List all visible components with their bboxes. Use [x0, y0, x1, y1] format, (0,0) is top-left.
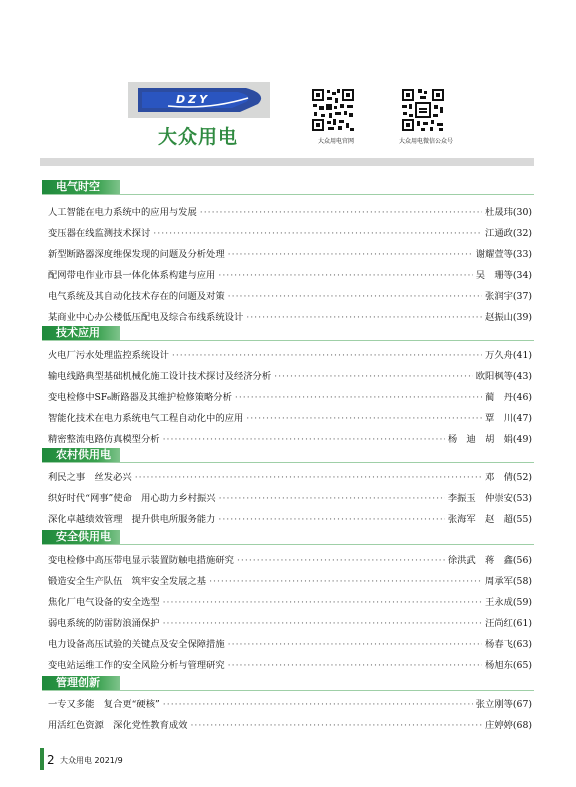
qr-code-website [310, 87, 356, 133]
dot-leader [218, 512, 444, 527]
section-title: 安全供用电 [42, 530, 120, 544]
dot-leader [228, 658, 482, 673]
dot-leader [228, 247, 473, 262]
entry-title: 配网带电作业市县一体化体系构建与应用 [48, 270, 216, 281]
section-divider [42, 194, 534, 195]
dot-leader [163, 595, 482, 610]
entry-author-page: 周承军(58) [485, 576, 532, 587]
entry-title: 人工智能在电力系统中的应用与发展 [48, 207, 197, 218]
entry-author-page: 谢耀萱等(33) [475, 249, 532, 260]
dot-leader [190, 718, 482, 733]
section-title: 技术应用 [42, 326, 120, 340]
toc-entry[interactable] [48, 491, 532, 506]
entry-title: 变压器在线监测技术探讨 [48, 228, 151, 239]
entry-title: 变电检修中SF₆断路器及其维护检修策略分析 [48, 392, 232, 403]
dot-leader [172, 348, 482, 363]
section-divider [42, 340, 534, 341]
toc-entry[interactable] [48, 512, 532, 527]
entry-title: 变电检修中高压带电显示装置防触电措施研究 [48, 555, 234, 566]
entry-title: 织好时代“网事”使命 用心助力乡村振兴 [48, 493, 216, 504]
entry-title: 精密整流电路仿真模型分析 [48, 434, 160, 445]
entry-author-page: 张海军 赵 超(55) [447, 514, 532, 525]
toc-entry[interactable] [48, 411, 532, 426]
entry-title: 一专又多能 复合更“硬核” [48, 699, 160, 710]
toc-entry[interactable] [48, 470, 532, 485]
toc-entry[interactable] [48, 432, 532, 447]
entry-author-page: 徐洪武 蒋 鑫(56) [447, 555, 532, 566]
dot-leader [219, 491, 445, 506]
entry-author-page: 杨春飞(63) [485, 639, 532, 650]
toc-entry[interactable] [48, 348, 532, 363]
entry-title: 电力设备高压试验的关键点及安全保障措施 [48, 639, 225, 650]
entry-author-page: 欧阳枫等(43) [475, 371, 532, 382]
dot-leader [228, 637, 482, 652]
dot-leader [274, 369, 473, 384]
entry-author-page: 杨 迪 胡 娟(49) [447, 434, 532, 445]
toc-entry[interactable] [48, 310, 532, 325]
dot-leader [237, 553, 445, 568]
qr-caption-website: 大众用电官网 [318, 138, 355, 145]
entry-author-page: 张立刚等(67) [475, 699, 532, 710]
entry-title: 变电站运维工作的安全风险分析与管理研究 [48, 660, 225, 671]
entry-title: 弱电系统的防雷防浪涌保护 [48, 618, 160, 629]
toc-entry[interactable] [48, 718, 532, 733]
qr-caption-wechat: 大众用电微信公众号 [399, 138, 454, 145]
entry-author-page: 覃 川(47) [485, 413, 532, 424]
toc-entry[interactable] [48, 616, 532, 631]
entry-author-page: 汪尚红(61) [485, 618, 532, 629]
toc-entry[interactable] [48, 637, 532, 652]
section-divider [42, 544, 534, 545]
dot-leader [163, 697, 473, 712]
entry-title: 新型断路器深度维保发现的问题及分析处理 [48, 249, 225, 260]
logo-banner [128, 82, 270, 118]
entry-author-page: 邓 倩(52) [485, 472, 532, 483]
entry-title: 焦化厂电气设备的安全选型 [48, 597, 160, 608]
entry-title: 输电线路典型基础机械化施工设计技术探讨及经济分析 [48, 371, 272, 382]
toc-entry[interactable] [48, 595, 532, 610]
dot-leader [209, 574, 482, 589]
dot-leader [163, 616, 482, 631]
dot-leader [246, 310, 482, 325]
entry-author-page: 杨旭东(65) [485, 660, 532, 671]
entry-author-page: 蔺 丹(46) [485, 392, 532, 403]
entry-author-page: 杜晟玮(30) [485, 207, 532, 218]
dot-leader [246, 411, 482, 426]
dot-leader [218, 268, 472, 283]
section-divider [42, 690, 534, 691]
entry-title: 利民之事 丝发必兴 [48, 472, 132, 483]
toc-entry[interactable] [48, 390, 532, 405]
entry-title: 电气系统及其自动化技术存在的问题及对策 [48, 291, 225, 302]
entry-title: 深化卓越绩效管理 提升供电所服务能力 [48, 514, 216, 525]
logo-badge-text: DZY [176, 93, 211, 106]
toc-entry[interactable] [48, 658, 532, 673]
section-title: 电气时空 [42, 180, 120, 194]
entry-author-page: 王永成(59) [485, 597, 532, 608]
entry-author-page: 张润宇(37) [485, 291, 532, 302]
entry-author-page: 赵振山(39) [485, 312, 532, 323]
entry-author-page: 吴 珊等(34) [475, 270, 532, 281]
entry-title: 锻造安全生产队伍 筑牢安全发展之基 [48, 576, 207, 587]
entry-author-page: 万久舟(41) [485, 350, 532, 361]
toc-entry[interactable] [48, 205, 532, 220]
magazine-logo [128, 82, 270, 152]
footer-publication: 大众用电 2021/9 [60, 756, 123, 765]
dot-leader [163, 432, 445, 447]
header-divider-bar [40, 158, 534, 166]
dot-leader [135, 470, 482, 485]
toc-entry[interactable] [48, 289, 532, 304]
entry-title: 用活红色资源 深化党性教育成效 [48, 720, 188, 731]
toc-entry[interactable] [48, 574, 532, 589]
footer-accent-bar [40, 748, 44, 770]
dot-leader [228, 289, 482, 304]
page-number: 2 [47, 753, 55, 767]
dot-leader [235, 390, 482, 405]
toc-entry[interactable] [48, 369, 532, 384]
entry-author-page: 江通政(32) [485, 228, 532, 239]
section-divider [42, 462, 534, 463]
entry-author-page: 庄婷婷(68) [485, 720, 532, 731]
dot-leader [200, 205, 482, 220]
qr-code-wechat [400, 87, 446, 133]
toc-entry[interactable] [48, 553, 532, 568]
entry-author-page: 李振玉 仲崇安(53) [447, 493, 532, 504]
logo-brand-text: 大众用电 [158, 126, 239, 148]
section-title: 管理创新 [42, 676, 120, 690]
toc-entry[interactable] [48, 226, 532, 241]
toc-entry[interactable] [48, 247, 532, 262]
entry-title: 某商业中心办公楼低压配电及综合布线系统设计 [48, 312, 244, 323]
section-title: 农村供用电 [42, 448, 120, 462]
dot-leader [153, 226, 482, 241]
toc-entry[interactable] [48, 268, 532, 283]
entry-title: 火电厂污水处理监控系统设计 [48, 350, 169, 361]
entry-title: 智能化技术在电力系统电气工程自动化中的应用 [48, 413, 244, 424]
toc-entry[interactable] [48, 697, 532, 712]
